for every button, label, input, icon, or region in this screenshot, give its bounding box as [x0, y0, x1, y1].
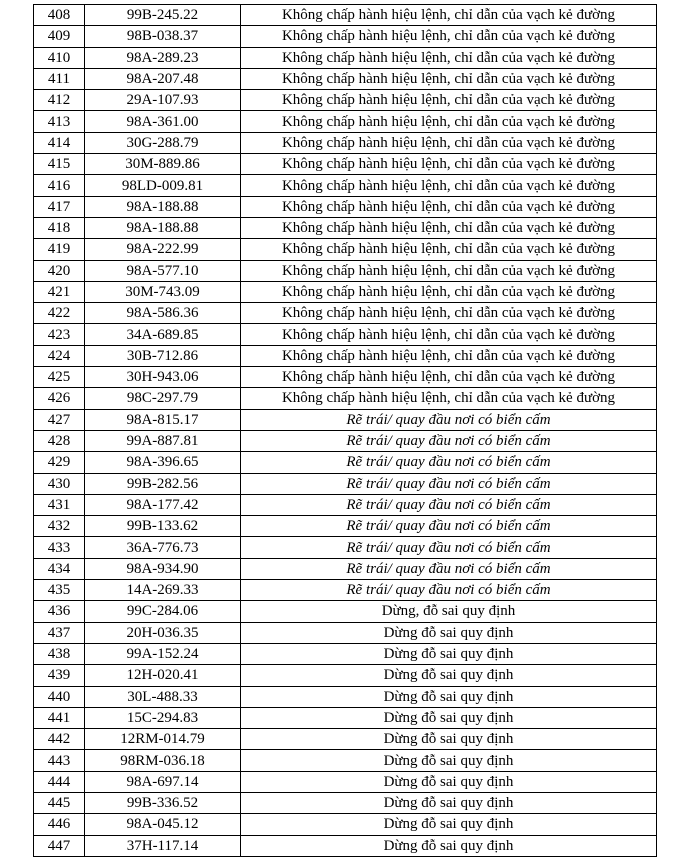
license-plate-cell: 98A-815.17 — [85, 409, 241, 430]
table-row — [34, 558, 657, 579]
table-row — [34, 345, 657, 366]
license-plate-cell: 98A-396.65 — [85, 452, 241, 473]
table-row — [34, 196, 657, 217]
license-plate-cell: 99B-282.56 — [85, 473, 241, 494]
row-number-cell: 439 — [34, 665, 85, 686]
license-plate-cell: 98A-045.12 — [85, 814, 241, 835]
table-row — [34, 580, 657, 601]
violation-cell: Không chấp hành hiệu lệnh, chỉ dẫn của vạch kẻ đường — [241, 175, 657, 196]
license-plate-cell: 98C-297.79 — [85, 388, 241, 409]
table-row — [34, 281, 657, 302]
table-row — [34, 68, 657, 89]
violation-cell: Dừng đỗ sai quy định — [241, 707, 657, 728]
license-plate-cell: 98A-207.48 — [85, 68, 241, 89]
row-number-cell: 419 — [34, 239, 85, 260]
table-row — [34, 175, 657, 196]
table-row — [34, 814, 657, 835]
table-row — [34, 792, 657, 813]
table-row — [34, 26, 657, 47]
violation-cell: Không chấp hành hiệu lệnh, chỉ dẫn của vạch kẻ đường — [241, 26, 657, 47]
violation-cell: Không chấp hành hiệu lệnh, chỉ dẫn của vạch kẻ đường — [241, 5, 657, 26]
row-number-cell: 443 — [34, 750, 85, 771]
table-row — [34, 5, 657, 26]
license-plate-cell: 30L-488.33 — [85, 686, 241, 707]
row-number-cell: 408 — [34, 5, 85, 26]
violation-cell: Dừng đỗ sai quy định — [241, 771, 657, 792]
violation-cell: Không chấp hành hiệu lệnh, chỉ dẫn của vạch kẻ đường — [241, 367, 657, 388]
row-number-cell: 440 — [34, 686, 85, 707]
table-row — [34, 622, 657, 643]
license-plate-cell: 98RM-036.18 — [85, 750, 241, 771]
row-number-cell: 431 — [34, 494, 85, 515]
violation-cell: Dừng đỗ sai quy định — [241, 643, 657, 664]
violation-cell: Rẽ trái/ quay đầu nơi có biển cấm — [241, 409, 657, 430]
license-plate-cell: 99A-887.81 — [85, 430, 241, 451]
table-row — [34, 367, 657, 388]
violation-cell: Không chấp hành hiệu lệnh, chỉ dẫn của vạch kẻ đường — [241, 111, 657, 132]
row-number-cell: 417 — [34, 196, 85, 217]
row-number-cell: 423 — [34, 324, 85, 345]
table-row — [34, 154, 657, 175]
table-row — [34, 260, 657, 281]
table-row — [34, 430, 657, 451]
license-plate-cell: 98A-577.10 — [85, 260, 241, 281]
row-number-cell: 434 — [34, 558, 85, 579]
row-number-cell: 410 — [34, 47, 85, 68]
violation-cell: Rẽ trái/ quay đầu nơi có biển cấm — [241, 558, 657, 579]
row-number-cell: 413 — [34, 111, 85, 132]
violation-cell: Rẽ trái/ quay đầu nơi có biển cấm — [241, 494, 657, 515]
table-row — [34, 750, 657, 771]
license-plate-cell: 98A-177.42 — [85, 494, 241, 515]
table-row — [34, 494, 657, 515]
license-plate-cell: 99C-284.06 — [85, 601, 241, 622]
row-number-cell: 446 — [34, 814, 85, 835]
violation-cell: Dừng đỗ sai quy định — [241, 750, 657, 771]
license-plate-cell: 98A-188.88 — [85, 196, 241, 217]
row-number-cell: 415 — [34, 154, 85, 175]
violation-cell: Dừng đỗ sai quy định — [241, 729, 657, 750]
violation-cell: Không chấp hành hiệu lệnh, chỉ dẫn của vạch kẻ đường — [241, 217, 657, 238]
row-number-cell: 418 — [34, 217, 85, 238]
row-number-cell: 411 — [34, 68, 85, 89]
license-plate-cell: 99B-133.62 — [85, 516, 241, 537]
license-plate-cell: 98A-222.99 — [85, 239, 241, 260]
violation-cell: Dừng đỗ sai quy định — [241, 835, 657, 856]
violation-cell: Không chấp hành hiệu lệnh, chỉ dẫn của vạch kẻ đường — [241, 47, 657, 68]
license-plate-cell: 30G-288.79 — [85, 132, 241, 153]
table-row — [34, 324, 657, 345]
violation-cell: Không chấp hành hiệu lệnh, chỉ dẫn của vạch kẻ đường — [241, 132, 657, 153]
license-plate-cell: 99B-336.52 — [85, 792, 241, 813]
license-plate-cell: 30M-743.09 — [85, 281, 241, 302]
license-plate-cell: 98A-188.88 — [85, 217, 241, 238]
license-plate-cell: 99B-245.22 — [85, 5, 241, 26]
violation-cell: Không chấp hành hiệu lệnh, chỉ dẫn của vạch kẻ đường — [241, 345, 657, 366]
table-row — [34, 473, 657, 494]
license-plate-cell: 30B-712.86 — [85, 345, 241, 366]
table-row — [34, 686, 657, 707]
row-number-cell: 432 — [34, 516, 85, 537]
table-row — [34, 452, 657, 473]
table-row — [34, 729, 657, 750]
license-plate-cell: 98A-934.90 — [85, 558, 241, 579]
row-number-cell: 414 — [34, 132, 85, 153]
violation-cell: Dừng, đỗ sai quy định — [241, 601, 657, 622]
row-number-cell: 445 — [34, 792, 85, 813]
license-plate-cell: 29A-107.93 — [85, 90, 241, 111]
violation-cell: Dừng đỗ sai quy định — [241, 622, 657, 643]
row-number-cell: 416 — [34, 175, 85, 196]
table-row — [34, 409, 657, 430]
row-number-cell: 420 — [34, 260, 85, 281]
license-plate-cell: 12RM-014.79 — [85, 729, 241, 750]
row-number-cell: 433 — [34, 537, 85, 558]
violation-cell: Rẽ trái/ quay đầu nơi có biển cấm — [241, 580, 657, 601]
license-plate-cell: 98B-038.37 — [85, 26, 241, 47]
table-row — [34, 217, 657, 238]
violation-cell: Không chấp hành hiệu lệnh, chỉ dẫn của vạch kẻ đường — [241, 239, 657, 260]
row-number-cell: 412 — [34, 90, 85, 111]
table-row — [34, 665, 657, 686]
license-plate-cell: 99A-152.24 — [85, 643, 241, 664]
violation-cell: Rẽ trái/ quay đầu nơi có biển cấm — [241, 452, 657, 473]
row-number-cell: 425 — [34, 367, 85, 388]
violation-cell: Dừng đỗ sai quy định — [241, 814, 657, 835]
table-row — [34, 47, 657, 68]
row-number-cell: 442 — [34, 729, 85, 750]
violation-cell: Không chấp hành hiệu lệnh, chỉ dẫn của vạch kẻ đường — [241, 324, 657, 345]
license-plate-cell: 30H-943.06 — [85, 367, 241, 388]
table-row — [34, 239, 657, 260]
table-row — [34, 835, 657, 856]
row-number-cell: 429 — [34, 452, 85, 473]
table-row — [34, 643, 657, 664]
row-number-cell: 438 — [34, 643, 85, 664]
table-row — [34, 303, 657, 324]
table-row — [34, 132, 657, 153]
table-row — [34, 516, 657, 537]
row-number-cell: 428 — [34, 430, 85, 451]
row-number-cell: 409 — [34, 26, 85, 47]
license-plate-cell: 98A-289.23 — [85, 47, 241, 68]
license-plate-cell: 30M-889.86 — [85, 154, 241, 175]
violation-cell: Không chấp hành hiệu lệnh, chỉ dẫn của vạch kẻ đường — [241, 154, 657, 175]
license-plate-cell: 98A-361.00 — [85, 111, 241, 132]
violation-cell: Không chấp hành hiệu lệnh, chỉ dẫn của vạch kẻ đường — [241, 281, 657, 302]
table-row — [34, 771, 657, 792]
row-number-cell: 424 — [34, 345, 85, 366]
violation-cell: Rẽ trái/ quay đầu nơi có biển cấm — [241, 537, 657, 558]
license-plate-cell: 37H-117.14 — [85, 835, 241, 856]
violation-cell: Rẽ trái/ quay đầu nơi có biển cấm — [241, 516, 657, 537]
violation-cell: Dừng đỗ sai quy định — [241, 665, 657, 686]
violation-cell: Không chấp hành hiệu lệnh, chỉ dẫn của vạch kẻ đường — [241, 90, 657, 111]
license-plate-cell: 20H-036.35 — [85, 622, 241, 643]
row-number-cell: 422 — [34, 303, 85, 324]
row-number-cell: 441 — [34, 707, 85, 728]
violation-cell: Dừng đỗ sai quy định — [241, 792, 657, 813]
row-number-cell: 437 — [34, 622, 85, 643]
violation-cell: Không chấp hành hiệu lệnh, chỉ dẫn của vạch kẻ đường — [241, 303, 657, 324]
row-number-cell: 444 — [34, 771, 85, 792]
violation-cell: Không chấp hành hiệu lệnh, chỉ dẫn của vạch kẻ đường — [241, 68, 657, 89]
row-number-cell: 436 — [34, 601, 85, 622]
license-plate-cell: 14A-269.33 — [85, 580, 241, 601]
license-plate-cell: 15C-294.83 — [85, 707, 241, 728]
violation-cell: Dừng đỗ sai quy định — [241, 686, 657, 707]
violation-cell: Rẽ trái/ quay đầu nơi có biển cấm — [241, 430, 657, 451]
table-row — [34, 707, 657, 728]
license-plate-cell: 34A-689.85 — [85, 324, 241, 345]
violations-table-body — [34, 5, 657, 857]
row-number-cell: 426 — [34, 388, 85, 409]
license-plate-cell: 98A-586.36 — [85, 303, 241, 324]
table-row — [34, 537, 657, 558]
table-row — [34, 601, 657, 622]
license-plate-cell: 36A-776.73 — [85, 537, 241, 558]
license-plate-cell: 98LD-009.81 — [85, 175, 241, 196]
license-plate-cell: 12H-020.41 — [85, 665, 241, 686]
row-number-cell: 435 — [34, 580, 85, 601]
violation-cell: Không chấp hành hiệu lệnh, chỉ dẫn của vạch kẻ đường — [241, 196, 657, 217]
row-number-cell: 421 — [34, 281, 85, 302]
row-number-cell: 427 — [34, 409, 85, 430]
table-row — [34, 111, 657, 132]
violation-cell: Không chấp hành hiệu lệnh, chỉ dẫn của vạch kẻ đường — [241, 388, 657, 409]
license-plate-cell: 98A-697.14 — [85, 771, 241, 792]
table-row — [34, 388, 657, 409]
violation-cell: Không chấp hành hiệu lệnh, chỉ dẫn của vạch kẻ đường — [241, 260, 657, 281]
violation-cell: Rẽ trái/ quay đầu nơi có biển cấm — [241, 473, 657, 494]
row-number-cell: 430 — [34, 473, 85, 494]
violations-table — [33, 4, 657, 857]
table-row — [34, 90, 657, 111]
row-number-cell: 447 — [34, 835, 85, 856]
